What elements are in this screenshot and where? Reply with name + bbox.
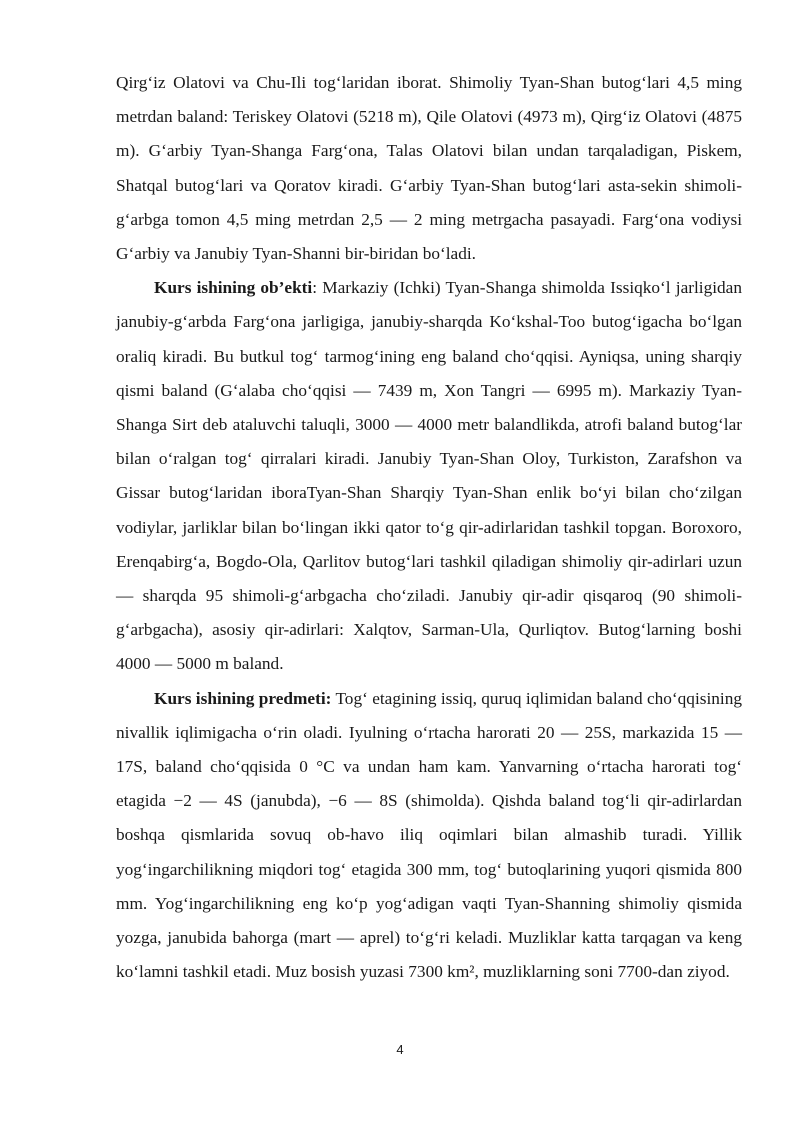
page-body xyxy=(116,66,742,989)
subject-heading: Kurs ishining predmeti: xyxy=(154,688,332,708)
object-text: : Markaziy (Ichki) Tyan-Shanga shimolda Issiqko‘l jarligidan janubiy-g‘arbda Farg‘ona jarligiga, janubiy-sharqda Ko‘kshal-Too butog‘igacha bo‘lgan oraliq kiradi. Bu butkul tog‘ tarmog‘ining eng baland cho‘qqisi. Ayniqsa, uning sharqiy qismi baland (G‘alaba cho‘qqisi — 7439 m, Xon Tangri — 6995 m). Markaziy Tyan-Shanga Sirt deb ataluvchi taluqli, 3000 — 4000 metr balandlikda, atrofi baland butog‘lar bilan o‘ralgan tog‘ qirralari kiradi. Janubiy Tyan-Shan Oloy, Turkiston, Zarafshon va Gissar butog‘laridan iboraTyan-Shan Sharqiy Tyan-Shan enlik bo‘yi bilan cho‘zilgan vodiylar, jarliklar bilan bo‘lingan ikki qator to‘g qir-adirlaridan tashkil topgan. Boroxoro, Erenqabirg‘a, Bogdo-Ola, Qarlitov butog‘lari tashkil qiladigan shimoliy qir-adirlari uzun — sharqda 95 shimoli-g‘arbgacha cho‘ziladi. Janubiy qir-adir qisqaroq (90 shimoli-g‘arbgacha), asosiy qir-adirlari: Xalqtov, Sarman-Ula, Qurliqtov. Butog‘larning boshi 4000 — 5000 m baland. xyxy=(116,278,742,674)
intro-paragraph: Qirg‘iz Olatovi va Chu-Ili tog‘laridan iborat. Shimoliy Tyan-Shan butog‘lari 4,5 ming metrdan baland: Teriskey Olatovi (5218 m), Qile Olatovi (4973 m), Qirg‘iz Olatovi (4875 m). G‘arbiy Tyan-Shanga Farg‘ona, Talas Olatovi bilan undan tarqaladigan, Piskem, Shatqal butog‘lari va Qoratov kiradi. G‘arbiy Tyan-Shan butog‘lari asta-sekin shimoli-g‘arbga tomon 4,5 ming metrdan 2,5 — 2 ming metrgacha pasayadi. Farg‘ona vodiysi G‘arbiy va Janubiy Tyan-Shanni bir-biridan bo‘ladi. xyxy=(116,73,742,264)
object-heading: Kurs ishining ob’ekti xyxy=(154,278,313,298)
object-paragraph xyxy=(116,271,742,681)
subject-text: Tog‘ etagining issiq, quruq iqlimidan baland cho‘qqisining nivallik iqlimigacha o‘rin oladi. Iyulning o‘rtacha harorati 20 — 25S, markazida 15 — 17S, baland cho‘qqisida 0 °C va undan ham kam. Yanvarning o‘rtacha harorati tog‘ etagida −2 — 4S (janubda), −6 — 8S (shimolda). Qishda baland tog‘li qir-adirlardan boshqa qismlarida sovuq ob-havo iliq oqimlari bilan almashib turadi. Yillik yog‘ingarchilikning miqdori tog‘ etagida 300 mm, tog‘ butoqlarining yuqori qismida 800 mm. Yog‘ingarchilikning eng ko‘p yog‘adigan vaqti Tyan-Shanning shimoliy qismida yozga, janubida bahorga (mart — aprel) to‘g‘ri keladi. Muzliklar katta tarqagan va keng ko‘lamni tashkil etadi. Muz bosish yuzasi 7300 km², muzliklarning soni 7700-dan ziyod. xyxy=(116,688,742,982)
subject-paragraph xyxy=(116,682,742,990)
page-number: 4 xyxy=(396,1042,404,1057)
